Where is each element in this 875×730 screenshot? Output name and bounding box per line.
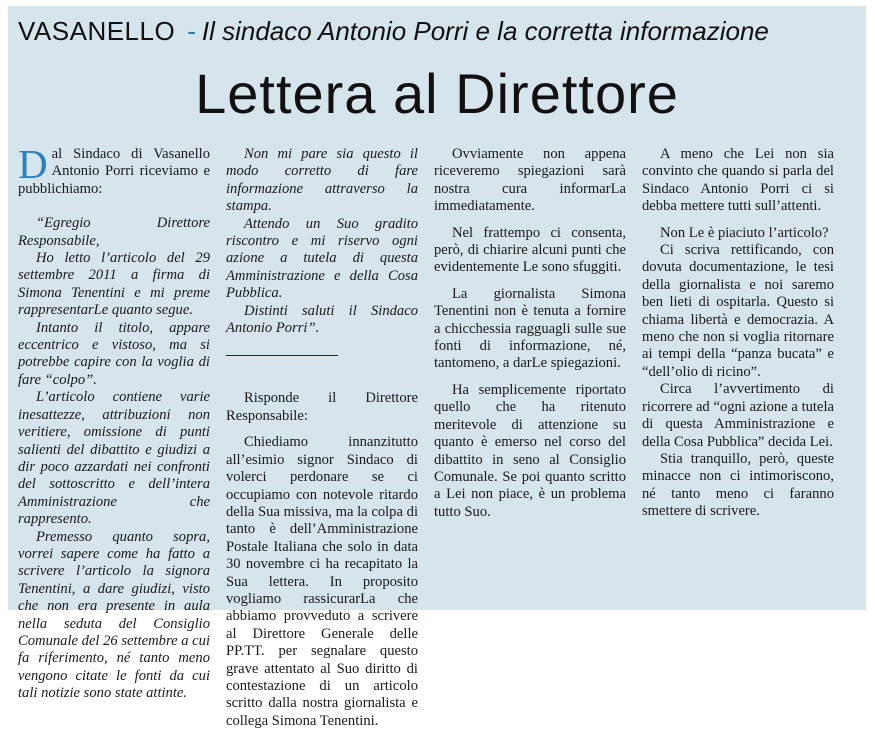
reply-intro: Risponde il Direttore Responsabile: [226,390,418,424]
reply-paragraph: Stia tranquillo, però, queste minacce non ci intimoriscono, né tanto meno ci faranno smettere di scrivere. [642,450,834,520]
drop-cap: D [18,141,48,187]
intro-paragraph [18,141,210,198]
reply-paragraph: Ci scriva rettificando, con dovuta documentazione, le tesi della giornalista e noi saremo ben lieti di ospitarla. Questo si chiama libertà e democrazia. A meno che non si voglia ritornare ai tempi della “panza bucata” e “dell’olio di ricino”. [642,242,834,380]
reply-paragraph: Ovviamente non appena riceveremo spiegazioni sarà nostra cura informarLa immediatamente. [434,146,626,215]
letter-paragraph: L’articolo contiene varie inesattezze, attribuzioni non veritiere, omissione di punti salienti del dibattito e giudizi a dir poco azzardati nei confronti del sottoscritto e dell’intera Amministrazione che rappresento. [18,389,210,528]
letter-signature: Distinti saluti il Sindaco Antonio Porri”. [226,302,418,337]
intro-text: al Sindaco di Vasanello Antonio Porri riceviamo e pubblichiamo: [18,146,210,197]
reply-paragraph: Ha semplicemente riportato quello che ha ritenuto meritevole di attenzione su quanto è emerso nel corso del dibattito in seno al Consiglio Comunale. Se poi quanto scritto a Lei non piace, è un problema tutto Suo. [434,381,626,520]
reply-paragraph: Non Le è piaciuto l’articolo? [660,224,829,241]
reply-paragraph: Chiediamo innanzitutto all’esimio signor Sindaco di volerci perdonare se ci occupiamo con notevole ritardo della Sua missiva, ma la colpa di tanto è dell’Amministrazione Postale Italiana che solo in data 30 novembre ci ha recapitato la Sua lettera. In proposito vogliamo rassicurarLa che abbiamo provveduto a scrivere al Direttore Generale delle PP.TT. per segnalare questo grave attentato al Suo diritto di contestazione di un articolo scritto dalla nostra giornalista e collega Simona Tenentini. [226,434,418,729]
kicker-place: VASANELLO [18,16,176,46]
newspaper-clipping [8,6,866,729]
mayor-letter [18,215,210,702]
reply-paragraph: A meno che Lei non sia convinto che quando si parla del Sindaco Antonio Porri ci si debba mettere tutti sull’attenti. [642,146,834,215]
letter-paragraph: “Egregio Direttore Responsabile, [18,215,210,249]
column-3 [434,146,626,521]
reply-paragraph: La giornalista Simona Tenentini non è tenuta a fornire a chicchessia ragguagli sulle sue fonti di informazione, né, tantomeno, a darLe spiegazioni. [434,285,626,372]
letter-paragraph: Premesso quanto sopra, vorrei sapere come ha fatto a scrivere l’articolo la signora Tenentini, a dare giudizi, visto che non era presente in aula nella seduta del Consiglio Comunale del 26 settembre a cui fa riferimento, né tanto meno vengono citate le fonti da cui tali notizie sono state attinte. [18,528,210,702]
column-2 [226,146,418,730]
reply-paragraph: Nel frattempo ci consenta, però, di chiarire alcuni punti che evidentemente Le sono sfuggiti. [434,224,626,276]
section-divider [226,355,338,356]
kicker-dash: - [187,16,196,46]
column-4 [642,146,834,521]
kicker-subtitle: Il sindaco Antonio Porri e la corretta informazione [201,16,769,46]
headline: Lettera al Direttore [195,62,679,125]
article-kicker [18,16,769,46]
reply-paragraph: Circa l’avvertimento di ricorrere ad “ogni azione a tutela di questa Amministrazione e della Cosa Pubblica” decida Lei. [642,381,834,450]
letter-paragraph: Attendo un Suo gradito riscontro e mi riservo ogni azione a tutela di questa Amministrazione e della Cosa Pubblica. [226,215,418,302]
letter-paragraph: Non mi pare sia questo il modo corretto di fare informazione attraverso la stampa. [226,146,418,215]
letter-paragraph: Ho letto l’articolo del 29 settembre 2011 a firma di Simona Tenentini e mi preme rappresentarLe quanto segue. [18,250,210,319]
column-1 [18,141,210,703]
letter-paragraph: Intanto il titolo, appare eccentrico e vistoso, ma si potrebbe capire con la voglia di fare “colpo”. [18,319,210,388]
